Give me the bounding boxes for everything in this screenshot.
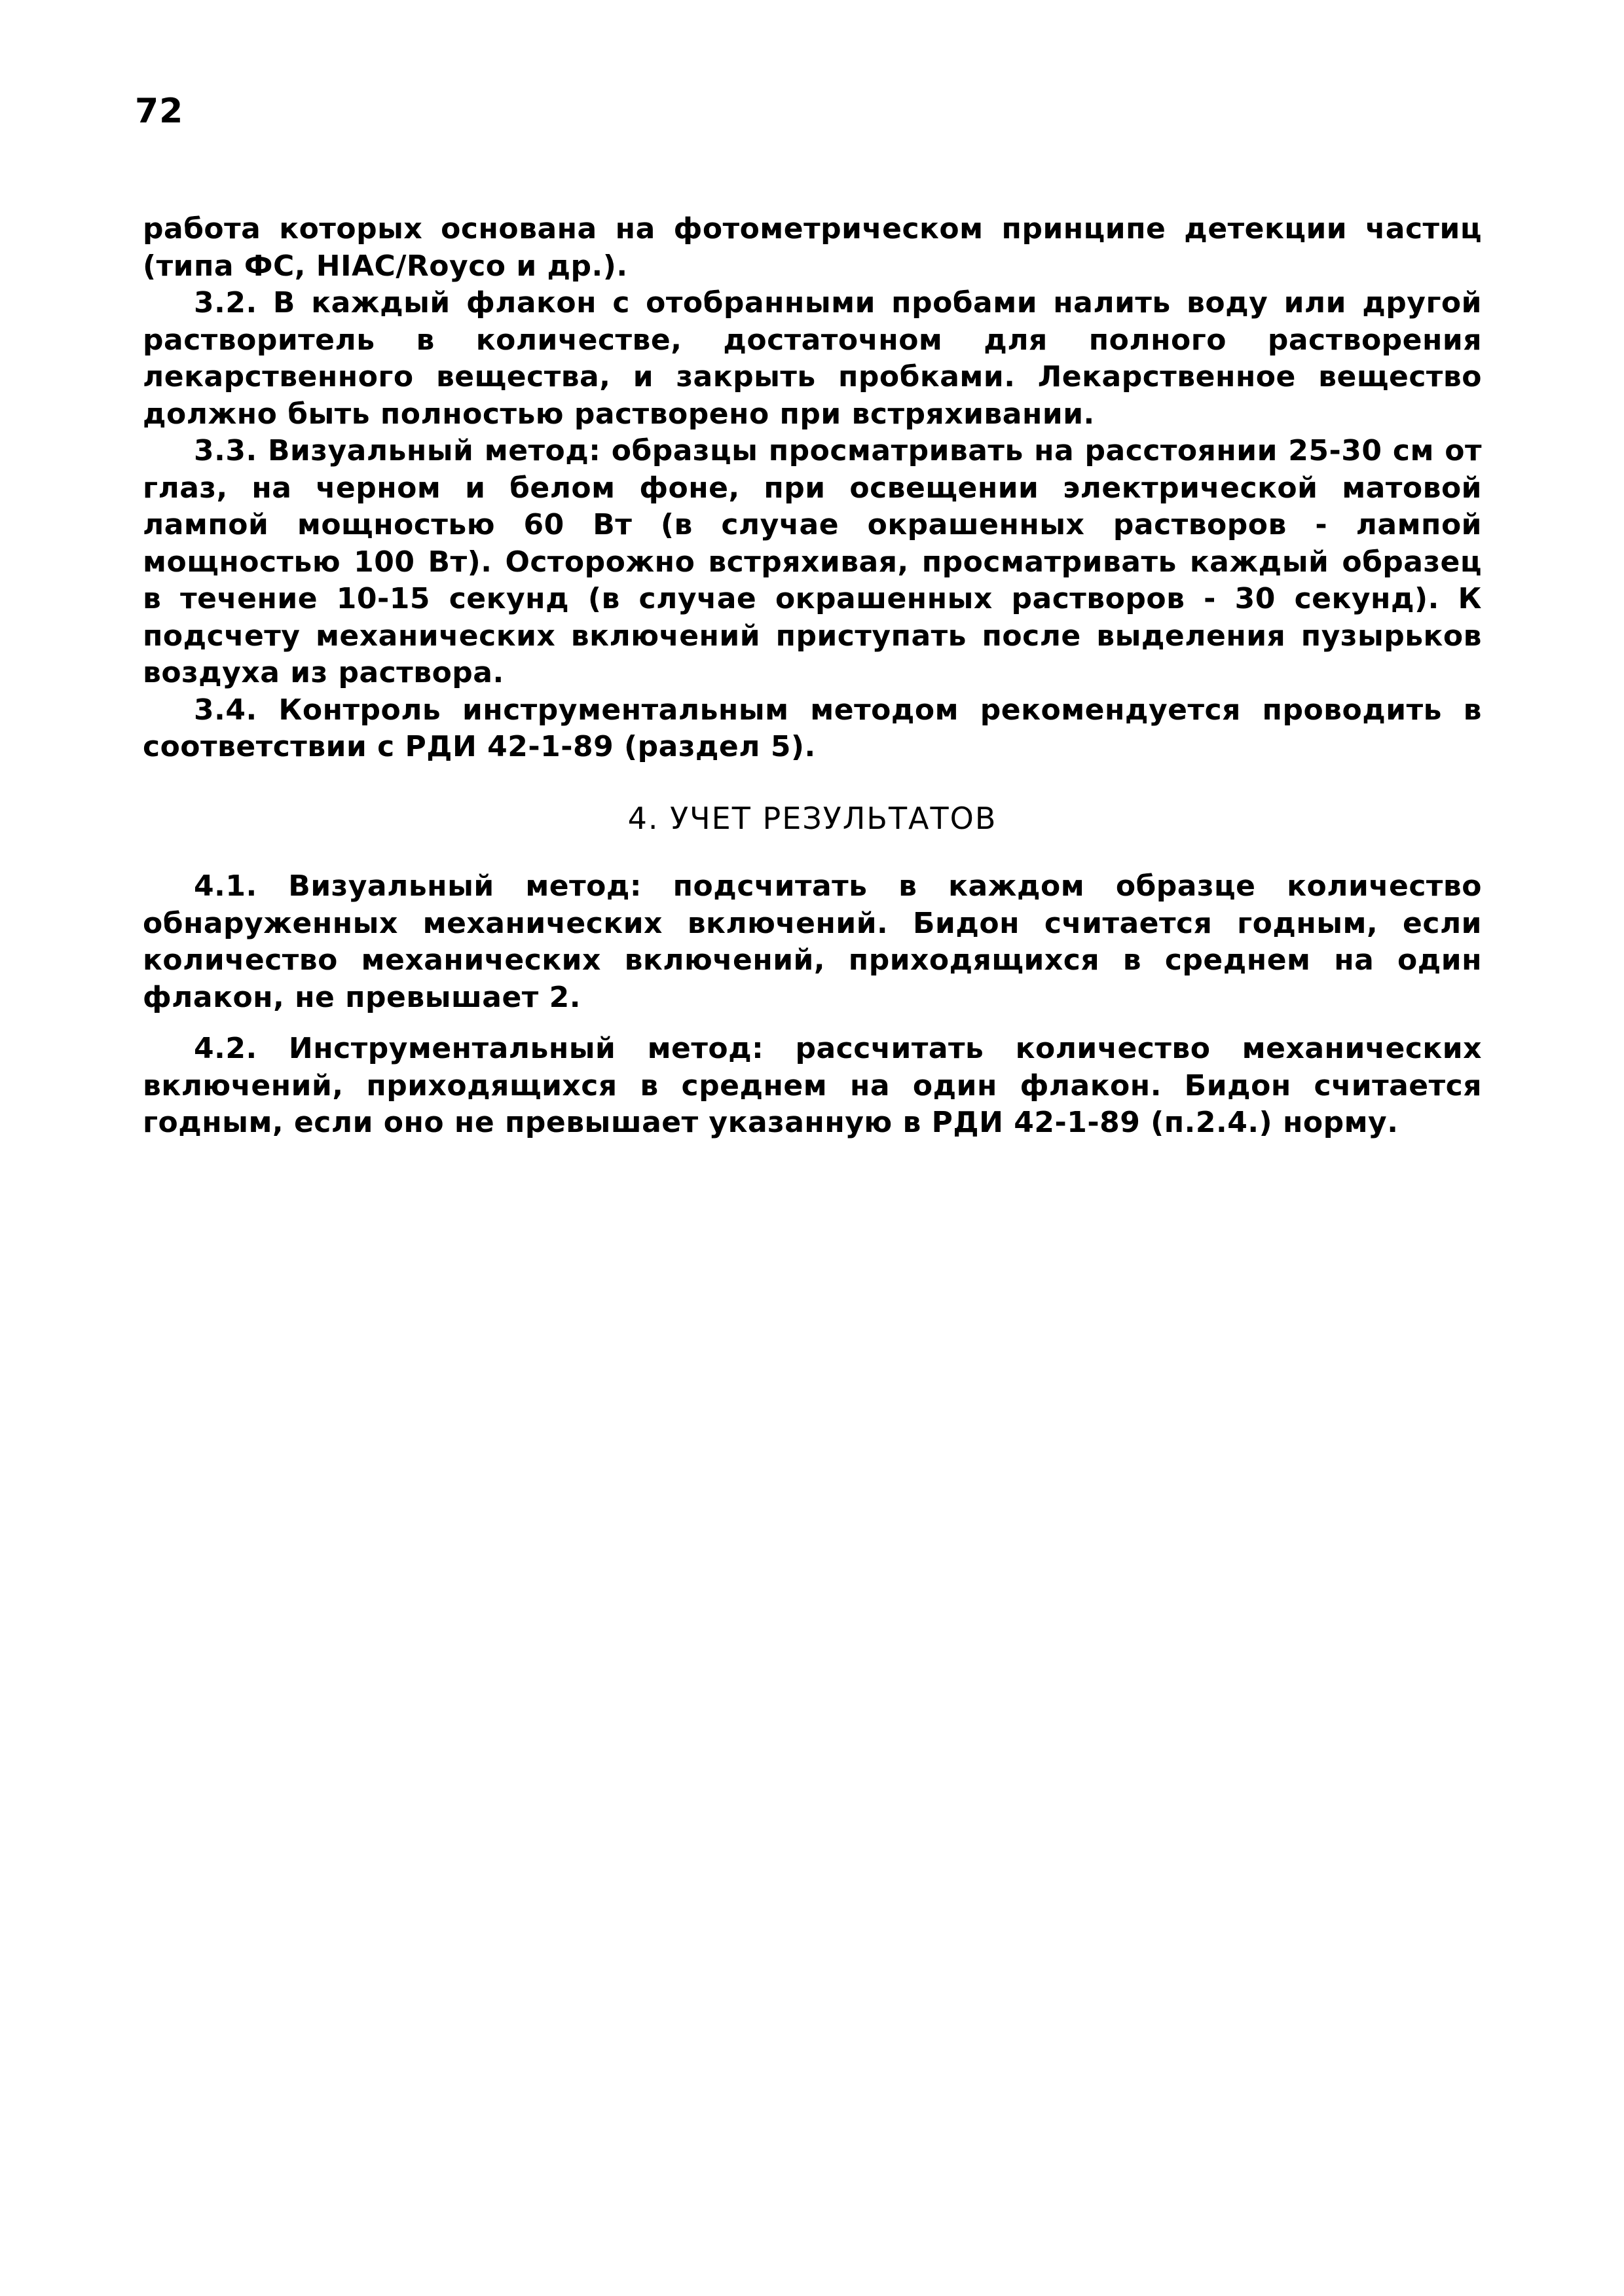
paragraph-4-1: 4.1. Визуальный метод: подсчитать в каждом образце количество обнаруженных механических включений. Бидон считается годным, если количество механических включений, приходящихся в среднем на один флакон, не превышает 2. [143,869,1482,1014]
paragraph-intro: работа которых основана на фотометрическом принципе детекции частиц (типа ФС, HIAC/Royco и др.). [143,212,1482,283]
page-number: 72 [135,92,184,131]
paragraph-3-3: 3.3. Визуальный метод: образцы просматривать на расстоянии 25-30 см от глаз, на черном и белом фоне, при освещении электрической матовой лампой мощностью 60 Вт (в случае окрашенных растворов - лампой мощностью 100 Вт). Осторожно встряхивая, просматривать каждый образец в течение 10-15 секунд (в случае окрашенных растворов - 30 секунд). К подсчету механических включений приступать после выделения пузырьков воздуха из раствора. [143,434,1482,689]
section-heading-results: 4. УЧЕТ РЕЗУЛЬТАТОВ [627,800,997,836]
document-body [143,211,1482,1142]
paragraph-3-2: 3.2. В каждый флакон с отобранными пробами налить воду или другой растворитель в количестве, достаточном для полного растворения лекарственного вещества, и закрыть пробками. Лекарственное вещество должно быть полностью растворено при встряхивании. [143,286,1482,431]
paragraph-3-4: 3.4. Контроль инструментальным методом рекомендуется проводить в соответствии с РДИ 42-1-89 (раздел 5). [143,693,1482,763]
paragraph-4-2: 4.2. Инструментальный метод: рассчитать количество механических включений, приходящихся в среднем на один флакон. Бидон считается годным, если оно не превышает указанную в РДИ 42-1-89 (п.2.4.) норму. [143,1032,1482,1139]
